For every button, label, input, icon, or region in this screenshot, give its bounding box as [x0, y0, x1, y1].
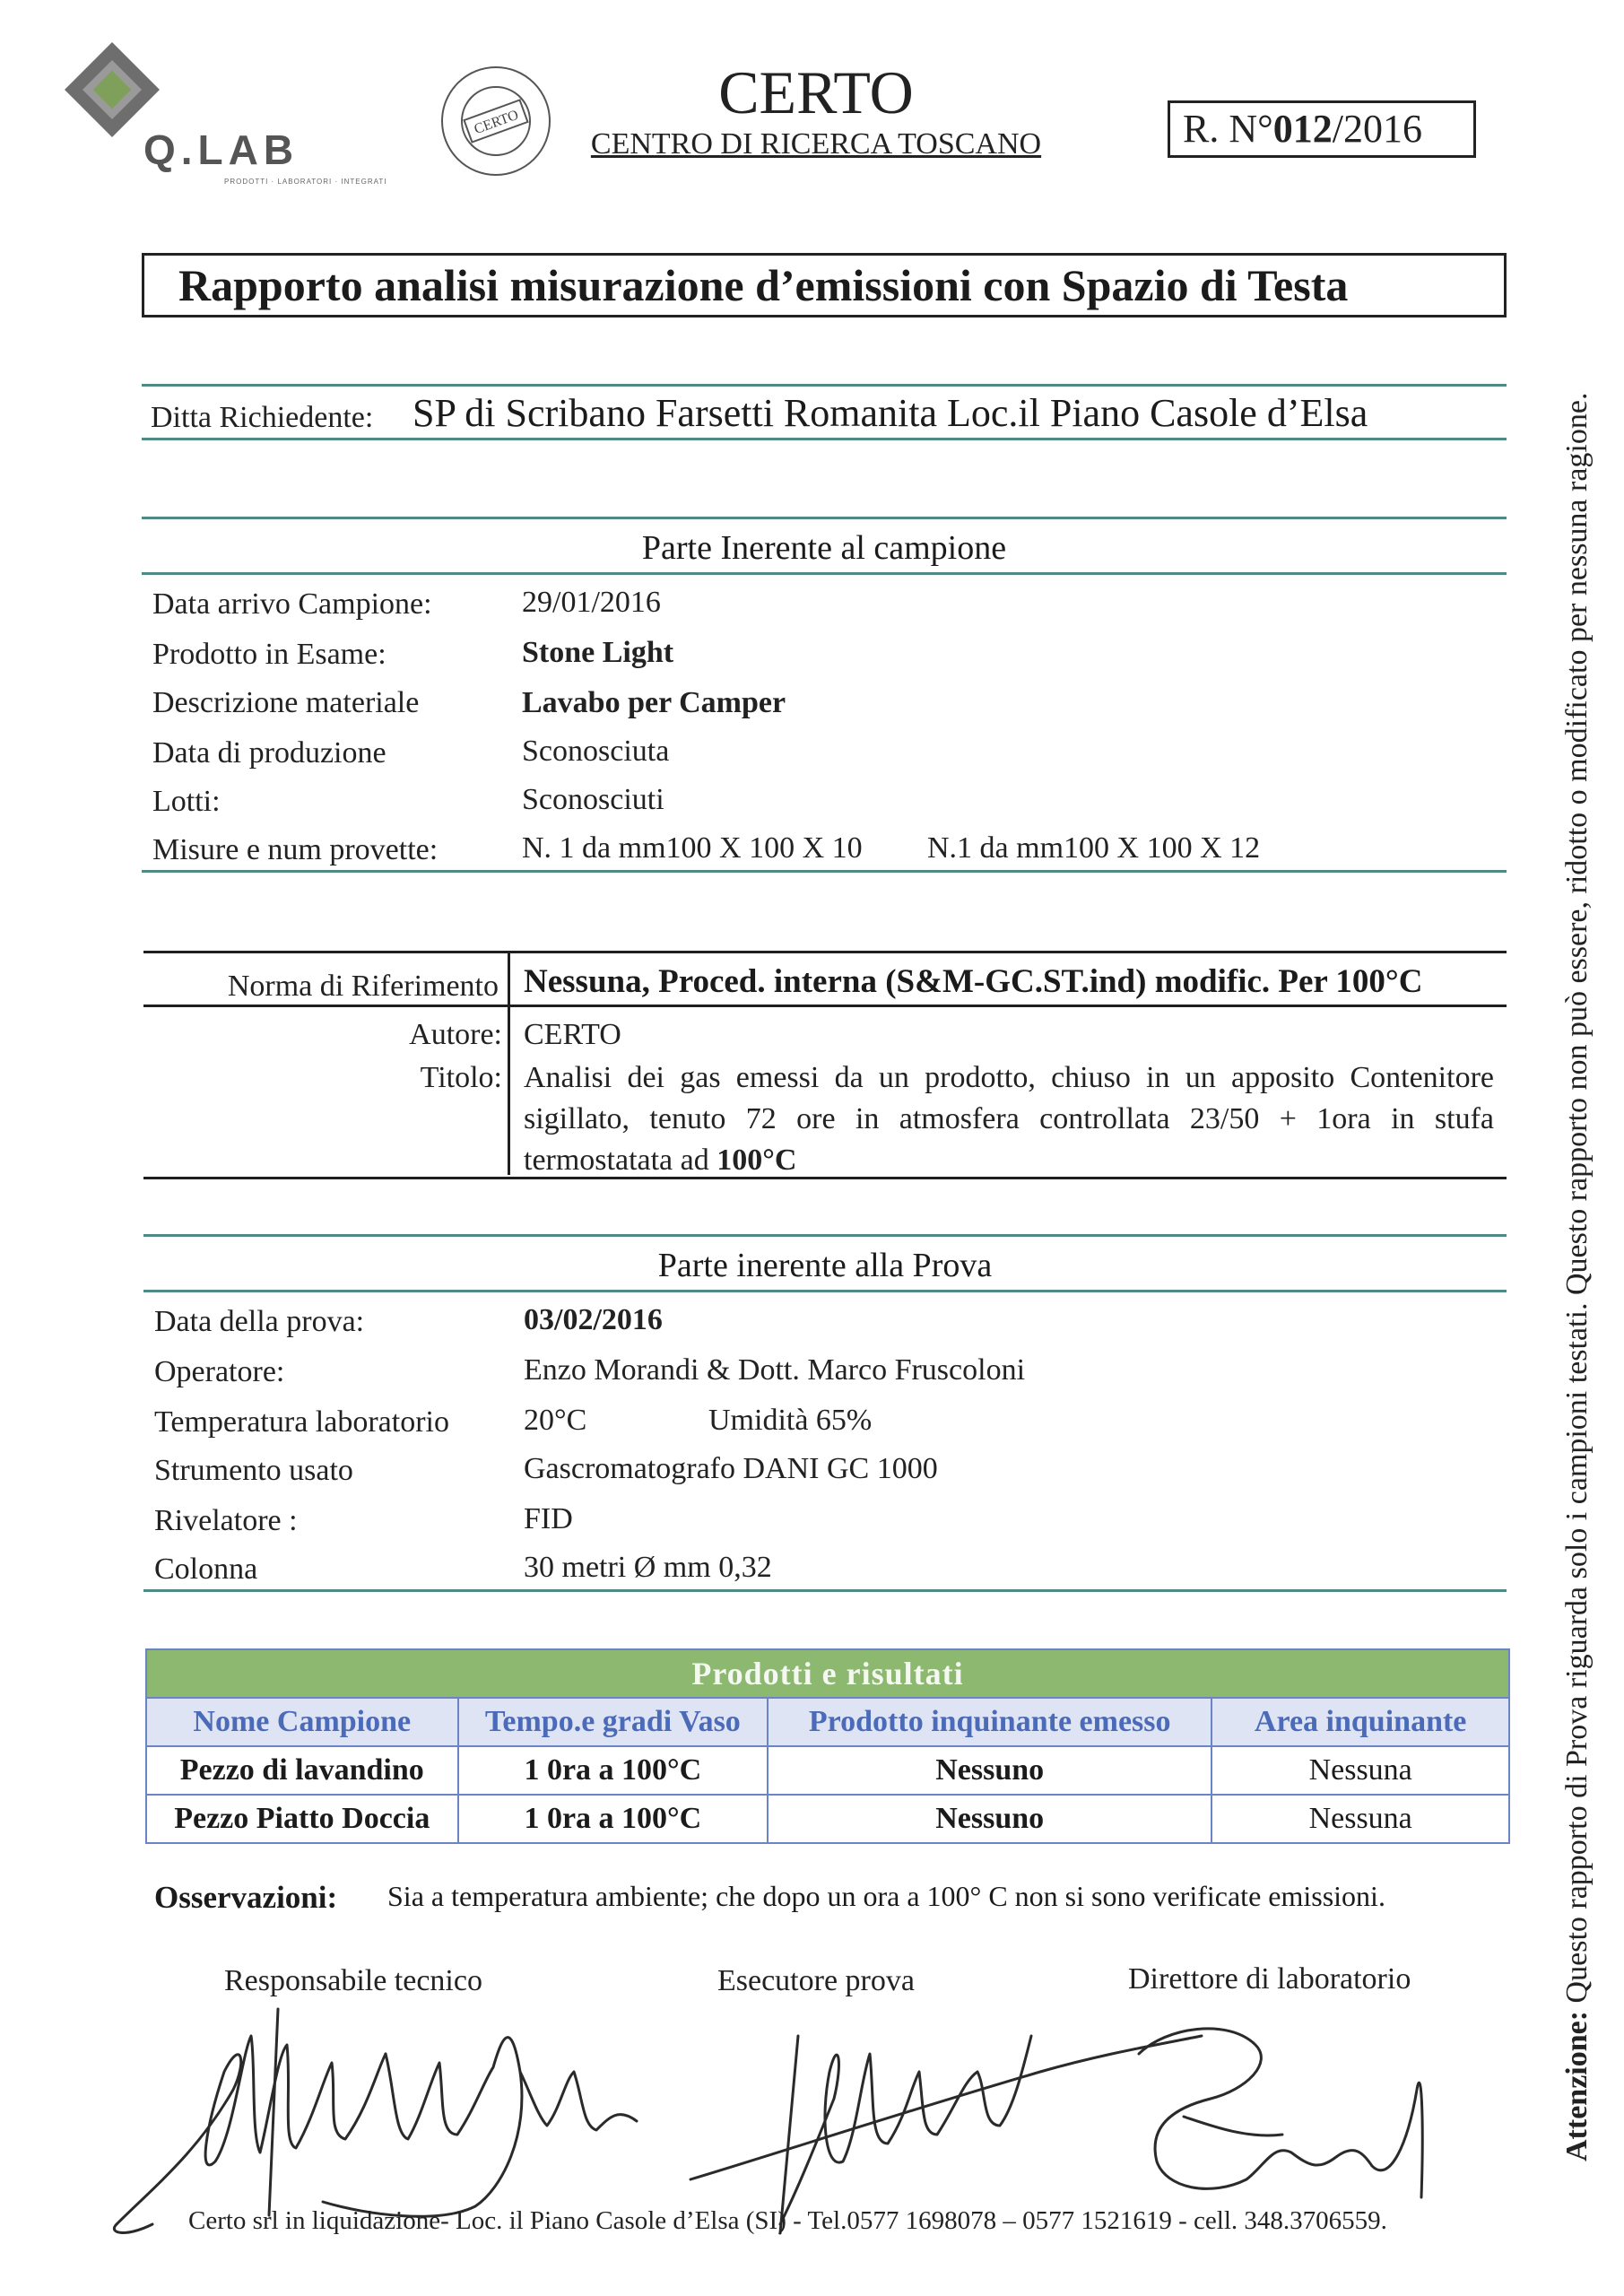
- sample-label: Prodotto in Esame:: [152, 638, 386, 671]
- report-year: /2016: [1332, 107, 1422, 151]
- results-table: [145, 1648, 1510, 1844]
- footer-contact: Certo srl in liquidazione- Loc. il Piano Casole d’Elsa (SI) - Tel.0577 1698078 – 0577 1521619 - cell. 348.3706559.: [188, 2206, 1387, 2235]
- table-cell: Pezzo Piatto Doccia: [146, 1795, 458, 1843]
- test-value: Gascromatografo DANI GC 1000: [524, 1452, 938, 1485]
- side-disclaimer-text: Questo rapporto di Prova riguarda solo i campioni testati. Questo rapporto non può essere, ridotto o modificato per nessuna ragione.: [1560, 392, 1594, 2011]
- norma-label: Norma di Riferimento: [227, 970, 499, 1003]
- divider: [143, 1234, 1507, 1237]
- divider: [143, 951, 1507, 953]
- divider: [142, 870, 1507, 873]
- signature-label-esecutore: Esecutore prova: [717, 1964, 915, 1997]
- org-name: CERTO: [718, 58, 914, 126]
- divider: [142, 572, 1507, 575]
- signature-label-tecnico: Responsabile tecnico: [224, 1964, 482, 1997]
- table-cell: Nessuna: [1211, 1746, 1509, 1795]
- vertical-divider: [508, 951, 510, 1175]
- table-cell: Nessuna: [1211, 1795, 1509, 1843]
- qlab-logo-text: Q.LAB: [143, 126, 300, 173]
- test-label: Rivelatore :: [154, 1504, 298, 1537]
- column-header: Prodotto inquinante emesso: [768, 1698, 1211, 1746]
- divider: [142, 517, 1507, 519]
- table-cell: 1 0ra a 100°C: [458, 1795, 769, 1843]
- sample-label: Data di produzione: [152, 736, 386, 770]
- divider: [143, 1589, 1507, 1592]
- side-disclaimer-label: Attenzione:: [1560, 2010, 1594, 2161]
- observations-label: Osservazioni:: [154, 1880, 338, 1915]
- sample-label: Data arrivo Campione:: [152, 587, 432, 621]
- sample-label: Descrizione materiale: [152, 686, 420, 719]
- divider: [143, 1004, 1507, 1007]
- report-title: Rapporto analisi misurazione d’emissioni con Spazio di Testa: [142, 253, 1507, 317]
- test-value: 20°C: [524, 1404, 587, 1437]
- sample-label: Lotti:: [152, 785, 221, 818]
- norma-value: Nessuna, Proced. interna (S&M-GC.ST.ind) modific. Per 100°C: [524, 963, 1423, 1000]
- handwritten-signatures: [99, 1982, 1498, 2242]
- sample-heading: Parte Inerente al campione: [641, 529, 1007, 567]
- column-header: Tempo.e gradi Vaso: [458, 1698, 769, 1746]
- observations-text: Sia a temperatura ambiente; che dopo un ora a 100° C non si sono verificate emissioni.: [387, 1880, 1385, 1912]
- column-header: Nome Campione: [146, 1698, 458, 1746]
- divider: [143, 1177, 1507, 1179]
- sample-value: Stone Light: [522, 636, 674, 669]
- table-cell: Nessuno: [768, 1795, 1211, 1843]
- titolo-line-3: [524, 1143, 796, 1178]
- test-label: Temperatura laboratorio: [154, 1405, 449, 1439]
- test-value: Enzo Morandi & Dott. Marco Fruscoloni: [524, 1353, 1026, 1387]
- side-disclaimer: [1560, 393, 1594, 2161]
- sample-value: 29/01/2016: [522, 586, 661, 619]
- sample-label: Misure e num provette:: [152, 833, 439, 866]
- certo-seal-stamp: [438, 63, 554, 179]
- report-number: 012: [1272, 107, 1333, 151]
- results-band-row: [146, 1649, 1509, 1698]
- sample-value: Lavabo per Camper: [522, 686, 786, 719]
- test-label: Data della prova:: [154, 1305, 365, 1338]
- test-value: 03/02/2016: [524, 1303, 663, 1336]
- autore-label: Autore:: [409, 1018, 502, 1051]
- client-value: SP di Scribano Farsetti Romanita Loc.il Piano Casole d’Elsa: [413, 391, 1368, 435]
- table-cell: Nessuno: [768, 1746, 1211, 1795]
- client-label: Ditta Richiedente:: [151, 401, 374, 434]
- sample-value: N. 1 da mm100 X 100 X 10: [522, 831, 863, 865]
- sample-value: Sconosciuta: [522, 735, 670, 768]
- test-value-2: Umidità 65%: [708, 1404, 873, 1437]
- table-cell: Pezzo di lavandino: [146, 1746, 458, 1795]
- test-heading: Parte inerente alla Prova: [657, 1247, 993, 1284]
- divider: [143, 1290, 1507, 1292]
- test-label: Colonna: [154, 1552, 258, 1586]
- table-row: [146, 1795, 1509, 1843]
- svg-text:CERTO: CERTO: [472, 107, 521, 138]
- sample-value: Sconosciuti: [522, 783, 664, 816]
- titolo-label: Titolo:: [420, 1061, 502, 1094]
- autore-value: CERTO: [524, 1018, 621, 1051]
- table-cell: 1 0ra a 100°C: [458, 1746, 769, 1795]
- titolo-line-1: Analisi dei gas emessi da un prodotto, chiuso in un apposito Contenitore: [524, 1061, 1494, 1094]
- column-header: Area inquinante: [1211, 1698, 1509, 1746]
- table-header-row: [146, 1698, 1509, 1746]
- test-value: FID: [524, 1502, 573, 1535]
- results-band-title: Prodotti e risultati: [146, 1649, 1509, 1698]
- test-label: Strumento usato: [154, 1454, 353, 1487]
- report-prefix: R. N°: [1183, 107, 1273, 151]
- qlab-logo-icon: [63, 40, 161, 139]
- org-subtitle: CENTRO DI RICERCA TOSCANO: [590, 127, 1042, 161]
- divider: [142, 438, 1507, 440]
- divider: [142, 384, 1507, 387]
- titolo-line-2: sigillato, tenuto 72 ore in atmosfera controllata 23/50 + 1ora in stufa: [524, 1102, 1494, 1135]
- titolo-temp: 100°C: [716, 1144, 797, 1177]
- qlab-logo-tagline: PRODOTTI · LABORATORI · INTEGRATI: [224, 178, 387, 186]
- test-value: 30 metri Ø mm 0,32: [524, 1551, 772, 1584]
- signature-label-direttore: Direttore di laboratorio: [1128, 1962, 1411, 1996]
- report-number-box: [1168, 100, 1476, 158]
- sample-value-2: N.1 da mm100 X 100 X 12: [927, 831, 1261, 865]
- test-label: Operatore:: [154, 1355, 285, 1388]
- table-row: [146, 1746, 1509, 1795]
- titolo-line-3-text: termostatata ad: [524, 1144, 717, 1177]
